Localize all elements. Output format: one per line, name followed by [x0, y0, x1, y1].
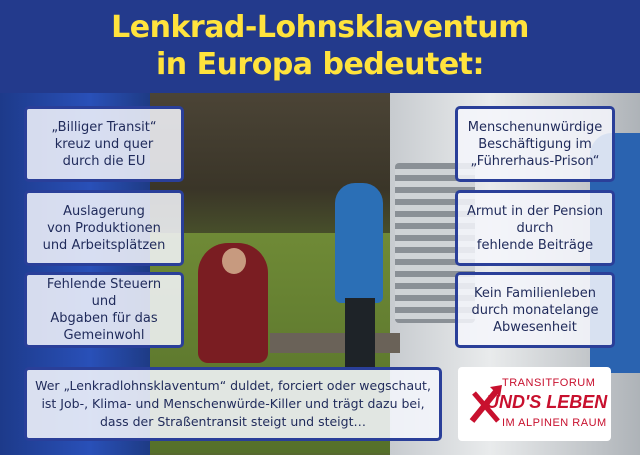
- logo-line-2: UND'S LEBEN: [486, 392, 608, 412]
- info-box-right-3: Kein Familienleben durch monatelange Abwesenheit: [455, 272, 615, 348]
- photo-person-standing: [335, 183, 383, 303]
- title-line-2: in Europa bedeutet:: [155, 47, 485, 82]
- logo-line-3: IM ALPINEN RAUM: [502, 417, 607, 429]
- info-box-right-2: Armut in der Pension durch fehlende Beiträge: [455, 190, 615, 266]
- logo-line-1: TRANSITFORUM: [502, 377, 596, 389]
- photo-camp-table: [270, 333, 400, 353]
- statement-box: Wer „Lenkradlohnsklaventum“ duldet, forciert oder wegschaut, ist Job-, Klima- und Menschenwürde-Killer und trägt dazu bei, dass der Straßentransit steigt und steigt…: [24, 367, 442, 441]
- title-line-1: Lenkrad-Lohnsklaventum: [111, 10, 529, 45]
- info-box-left-3: Fehlende Steuern und Abgaben für das Gemeinwohl: [24, 272, 184, 348]
- info-box-right-1: Menschenunwürdige Beschäftigung im „Führerhaus-Prison“: [455, 106, 615, 182]
- title-banner: [0, 0, 640, 93]
- info-box-left-1: „Billiger Transit“ kreuz und quer durch die EU: [24, 106, 184, 182]
- photo-person-sitting-head: [222, 248, 246, 274]
- transitforum-logo: [458, 367, 611, 441]
- photo-trees: [150, 93, 430, 253]
- info-box-left-2: Auslagerung von Produktionen und Arbeitsplätzen: [24, 190, 184, 266]
- photo-person-standing-legs: [345, 298, 375, 368]
